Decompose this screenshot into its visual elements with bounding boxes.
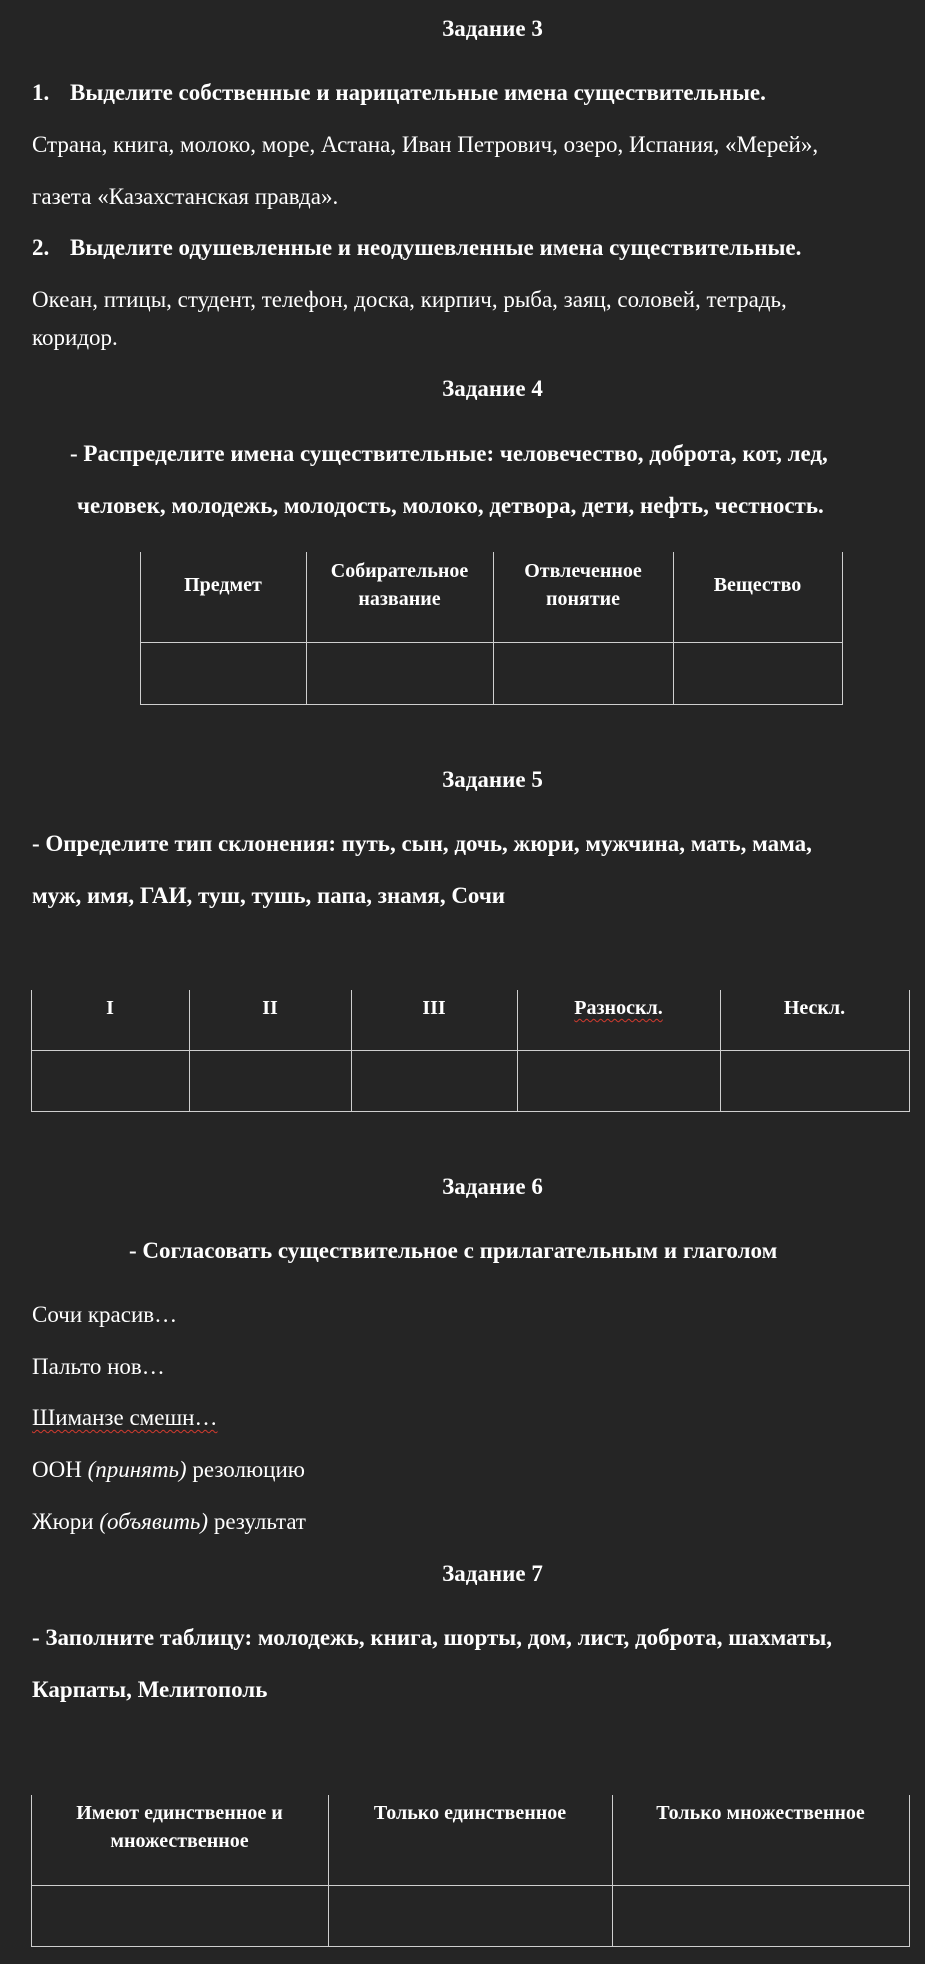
task4-title: Задание 4 xyxy=(442,376,543,401)
task7-instruction-line2: Карпаты, Мелитополь xyxy=(32,1677,268,1702)
task5-instruction-line1: - Определите тип склонения: путь, сын, дочь, жюри, мужчина, мать, мама, xyxy=(32,831,812,856)
task5-header-declension-2: II xyxy=(262,997,278,1019)
task4-header-substance: Вещество xyxy=(713,574,802,596)
task3-item1-words-line2: газета «Казахстанская правда». xyxy=(32,184,339,209)
task3-item2-words-line1: Океан, птицы, студент, телефон, доска, кирпич, рыба, заяц, соловей, тетрадь, xyxy=(32,287,787,312)
task3-item2-text: Выделите одушевленные и неодушевленные имена существительные. xyxy=(70,235,802,260)
task6-line-3: Шиманзе смешн… xyxy=(32,1405,218,1430)
task5-header-declension-1: I xyxy=(106,997,114,1019)
task3-item1-number: 1. xyxy=(32,80,50,105)
task7-title: Задание 7 xyxy=(442,1561,543,1586)
task5-instruction-line2: муж, имя, ГАИ, туш, тушь, папа, знамя, Сочи xyxy=(32,883,506,908)
task3-title: Задание 3 xyxy=(442,16,543,41)
task6-line-4: ООН (принять) резолюцию xyxy=(32,1457,305,1482)
task6-line-1: Сочи красив… xyxy=(32,1302,178,1327)
task7-header-plural-only: Только множественное xyxy=(656,1802,865,1824)
task3-item1-heading xyxy=(32,80,766,106)
task4-header-subject: Предмет xyxy=(184,574,262,596)
task5-title: Задание 5 xyxy=(442,767,543,792)
task5-header-declension-3: III xyxy=(422,997,446,1019)
task3-item2-heading xyxy=(32,235,801,261)
task4-header-abstract: Отвлеченное понятие xyxy=(524,560,642,610)
task5-header-heteroclitic: Разноскл. xyxy=(574,997,663,1019)
task7-header-both-numbers: Имеют единственное и множественное xyxy=(76,1802,283,1852)
task4-instruction-line1: - Распределите имена существительные: человечество, доброта, кот, лед, xyxy=(70,441,828,466)
task7-instruction-line1: - Заполните таблицу: молодежь, книга, шорты, дом, лист, доброта, шахматы, xyxy=(32,1625,833,1650)
task3-item2-number: 2. xyxy=(32,235,50,260)
task7-header-singular-only: Только единственное xyxy=(373,1802,567,1824)
task6-line-5: Жюри (объявить) результат xyxy=(32,1509,306,1534)
task5-header-indeclinable: Нескл. xyxy=(783,997,846,1019)
task3-item1-words-line1: Страна, книга, молоко, море, Астана, Иван Петрович, озеро, Испания, «Мерей», xyxy=(32,132,819,157)
task3-item2-words-line2: коридор. xyxy=(32,325,118,350)
task6-title: Задание 6 xyxy=(442,1174,543,1199)
task6-instruction: - Согласовать существительное с прилагательным и глаголом xyxy=(129,1238,778,1263)
task6-line-2: Пальто нов… xyxy=(32,1354,165,1379)
task4-instruction-line2: человек, молодежь, молодость, молоко, детвора, дети, нефть, честность. xyxy=(77,493,824,518)
task3-item1-text: Выделите собственные и нарицательные имена существительные. xyxy=(70,80,766,105)
task4-header-collective: Собирательное название xyxy=(330,560,469,610)
